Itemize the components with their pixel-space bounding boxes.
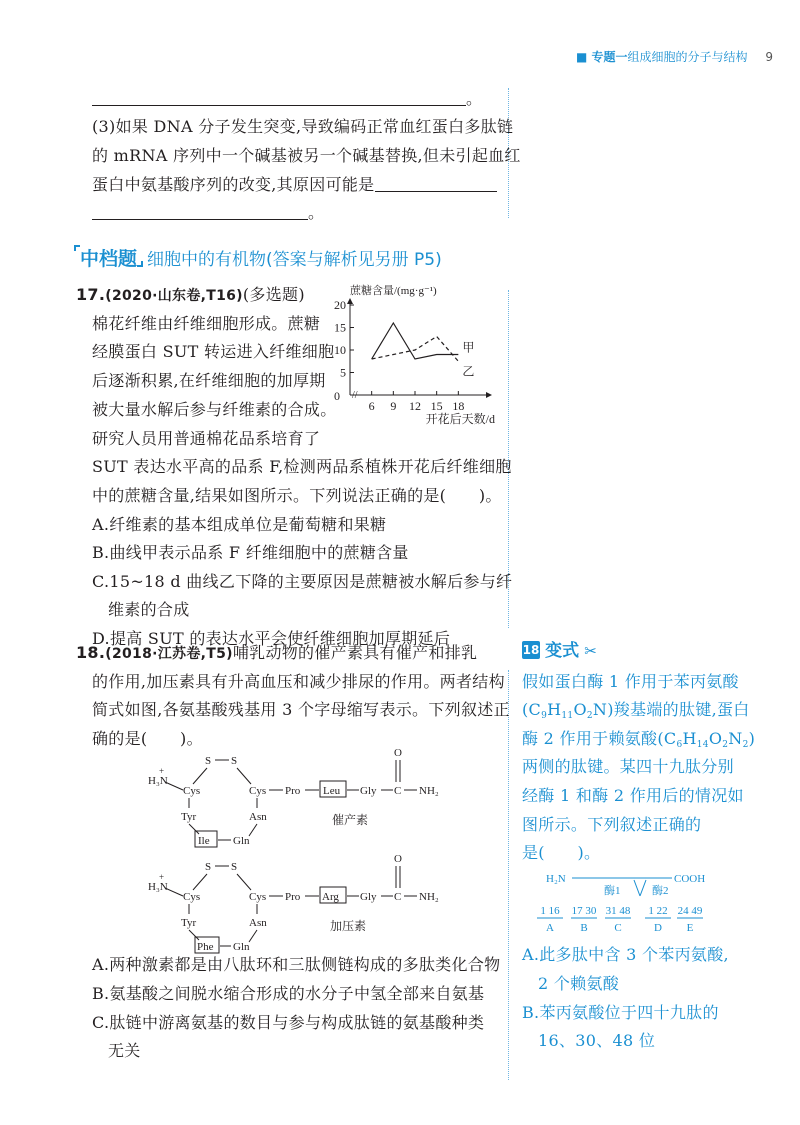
boxed-residue: Arg xyxy=(322,891,339,903)
q18-text-line: 简式如图,各氨基酸残基用 3 个字母缩写表示。下列叙述正 xyxy=(92,700,510,719)
q17-text-line: 经膜蛋白 SUT 转运进入纤维细胞 xyxy=(92,342,335,361)
variant-number-badge: 18 xyxy=(522,643,540,657)
segment-range: 1 22 xyxy=(648,905,668,917)
residue-gln: Gln xyxy=(233,835,250,847)
chart-origin-label: 0 xyxy=(334,389,340,403)
q17-text-line: 后逐渐积累,在纤维细胞的加厚期 xyxy=(92,371,326,390)
prev-q-line: 的 mRNA 序列中一个碱基被另一个碱基替换,但未引起血红 xyxy=(92,146,521,165)
answer-blank-1[interactable] xyxy=(92,90,466,106)
q17-text-line: 研究人员用普通棉花品系培育了 xyxy=(92,429,321,448)
variant-text-line: 是( )。 xyxy=(522,843,601,862)
residue-asn: Asn xyxy=(249,811,267,823)
prev-q-line: (3)如果 DNA 分子发生突变,导致编码正常血红蛋白多肽链 xyxy=(92,117,514,136)
q17-option-d: D.提高 SUT 的表达水平会使纤维细胞加厚期延后 xyxy=(92,629,451,648)
peptide-cleavage-diagram xyxy=(528,866,728,938)
variant-text-line: $(C_9H_{11}O_2N)$羧基端的肽键,蛋白 xyxy=(522,700,750,721)
sulfur-label: S xyxy=(205,755,212,767)
segment-label: A xyxy=(546,922,554,934)
y-tick-label: 5 xyxy=(340,365,346,380)
residue-gly: Gly xyxy=(360,785,377,797)
n-terminus-label: H₂N xyxy=(546,873,566,885)
sulfur-label: S xyxy=(231,861,238,873)
boxed-residue: Leu xyxy=(323,785,341,797)
x-tick-label: 6 xyxy=(368,399,375,413)
segment-label: E xyxy=(686,922,694,934)
scissors-icon: ✂ xyxy=(584,642,597,660)
variant-option-b-cont: 16、30、48 位 xyxy=(538,1031,656,1050)
charge-label: + xyxy=(159,766,165,776)
q17-option-b: B.曲线甲表示品系 F 纤维细胞中的蔗糖含量 xyxy=(92,543,409,562)
q18-text-line: 哺乳动物的催产素具有催产和排乳 xyxy=(232,643,478,662)
variant-text-line: 图所示。下列叙述正确的 xyxy=(522,815,702,834)
segment-range: 1 16 xyxy=(540,905,560,917)
boxed-residue: Ile xyxy=(198,835,210,847)
q18-header xyxy=(76,638,477,669)
segment-range: 31 48 xyxy=(605,905,631,917)
answer-blank-2[interactable] xyxy=(375,176,497,192)
amino-group-label: H₃N xyxy=(148,775,168,787)
prev-q-line: 蛋白中氨基酸序列的改变,其原因可能是 xyxy=(92,170,497,199)
amide-label: NH₂ xyxy=(419,891,439,903)
q17-text-line: 棉花纤维由纤维细胞形成。蔗糖 xyxy=(92,314,321,333)
page-number: 9 xyxy=(765,50,774,64)
y-axis-arrow-icon xyxy=(347,298,353,304)
q17-type: (多选题) xyxy=(242,285,305,304)
q17-source: (2020·山东卷,T16) xyxy=(105,288,243,304)
variant-text-line: 假如蛋白酶 1 作用于苯丙氨酸 xyxy=(522,672,739,691)
section-title: 细胞中的有机物(答案与解析见另册 P5) xyxy=(147,250,442,270)
residue-gly: Gly xyxy=(360,891,377,903)
oxytocin-label: 催产素 xyxy=(332,813,369,827)
x-tick-label: 18 xyxy=(452,399,465,413)
variant-text-line: 两侧的肽键。某四十九肽分别 xyxy=(522,757,734,776)
q17-option-c: C.15~18 d 曲线乙下降的主要原因是蔗糖被水解后参与纤 xyxy=(92,572,513,591)
variant-option-b: B.苯丙氨酸位于四十九肽的 xyxy=(522,1003,719,1022)
sulfur-label: S xyxy=(231,755,238,767)
variant-text-line: 酶 2 作用于赖氨酸$(C_6H_{14}O_2N_2)$ xyxy=(522,729,756,750)
segment-label: C xyxy=(614,922,622,934)
q18-option-c: C.肽链中游离氨基的数目与参与构成肽链的氨基酸种类 xyxy=(92,1013,485,1032)
variant-label: 变式 xyxy=(545,641,580,661)
header-topic-prefix: ■ 专题一 xyxy=(576,50,628,64)
q17-option-c-cont: 维素的合成 xyxy=(108,600,190,619)
variant-option-a-cont: 2 个赖氨酸 xyxy=(538,974,620,993)
q18-option-c-cont: 无关 xyxy=(108,1041,141,1060)
segment-label: B xyxy=(580,922,588,934)
series-label: 乙 xyxy=(462,364,475,379)
oxygen-label: O xyxy=(394,747,402,759)
boxed-residue: Phe xyxy=(197,941,214,953)
variant-option-a: A.此多肽中含 3 个苯丙氨酸, xyxy=(522,945,729,964)
series-line-2 xyxy=(372,337,459,362)
residue-cys: Cys xyxy=(183,891,201,903)
residue-cys: Cys xyxy=(183,785,201,797)
q18-text-line: 确的是( )。 xyxy=(92,729,203,748)
x-axis-arrow-icon xyxy=(486,392,492,398)
q18-option-b: B.氨基酸之间脱水缩合形成的水分子中氢全部来自氨基 xyxy=(92,984,485,1003)
series-line-1 xyxy=(372,323,459,359)
q17-option-a: A.纤维素的基本组成单位是葡萄糖和果糖 xyxy=(92,515,387,534)
page-header xyxy=(576,48,773,65)
variant-heading xyxy=(522,636,597,661)
segment-range: 24 49 xyxy=(677,905,703,917)
vasopressin-label: 加压素 xyxy=(330,919,367,933)
prev-answer-line: 。 xyxy=(92,84,482,113)
amino-group-label: H₃N xyxy=(148,881,168,893)
residue-cys: Cys xyxy=(249,785,267,797)
residue-asn: Asn xyxy=(249,917,267,929)
residue-pro: Pro xyxy=(285,785,301,797)
q18-source: (2018·江苏卷,T5) xyxy=(105,646,233,662)
series-label: 甲 xyxy=(462,340,475,355)
vasopressin-structure xyxy=(145,848,475,958)
residue-tyr: Tyr xyxy=(181,917,197,929)
q17-text-line: 中的蔗糖含量,结果如图所示。下列说法正确的是( )。 xyxy=(92,486,502,505)
c-terminus-label: COOH xyxy=(674,873,706,885)
prev-answer-line: 。 xyxy=(92,198,324,227)
carbon-label: C xyxy=(394,785,402,797)
q17-text-line: 被大量水解后参与纤维素的合成。 xyxy=(92,400,337,419)
section-heading xyxy=(74,244,442,271)
q17-number: 17. xyxy=(76,285,106,304)
section-badge: 中档题 xyxy=(80,248,138,270)
bracket-close-icon xyxy=(137,261,143,267)
q18-text-line: 的作用,加压素具有升高血压和减少排尿的作用。两者结构 xyxy=(92,672,505,691)
sulfur-label: S xyxy=(205,861,212,873)
carbon-label: C xyxy=(394,891,402,903)
segment-range: 17 30 xyxy=(571,905,597,917)
axis-break-icon: // xyxy=(352,390,358,401)
x-tick-label: 12 xyxy=(409,399,421,413)
variant-text-line: 经酶 1 和酶 2 作用后的情况如 xyxy=(522,786,744,805)
oxygen-label: O xyxy=(394,853,402,865)
x-tick-label: 15 xyxy=(430,399,443,413)
sucrose-chart xyxy=(330,280,505,430)
enzyme1-label: 酶1 xyxy=(604,885,621,897)
enzyme2-label: 酶2 xyxy=(652,885,669,897)
q18-number: 18. xyxy=(76,643,106,662)
answer-blank-3[interactable] xyxy=(92,204,308,220)
residue-pro: Pro xyxy=(285,891,301,903)
column-divider-bottom xyxy=(508,670,509,1080)
residue-gln: Gln xyxy=(233,941,250,953)
chart-ylabel: 蔗糖含量/(mg·g⁻¹) xyxy=(350,285,437,297)
y-tick-label: 10 xyxy=(334,343,346,357)
charge-label: + xyxy=(159,872,165,882)
y-tick-label: 15 xyxy=(334,320,346,335)
residue-cys: Cys xyxy=(249,891,267,903)
q17-header xyxy=(76,280,305,311)
x-tick-label: 9 xyxy=(390,399,397,413)
segment-label: D xyxy=(654,922,662,934)
amide-label: NH₂ xyxy=(419,785,439,797)
residue-tyr: Tyr xyxy=(181,811,197,823)
q18-option-a: A.两种激素都是由八肽环和三肽侧链构成的多肽类化合物 xyxy=(92,955,501,974)
y-tick-label: 20 xyxy=(334,298,346,312)
header-topic-title: 组成细胞的分子与结构 xyxy=(627,50,748,64)
q17-text-line: SUT 表达水平高的品系 F,检测两品系植株开花后纤维细胞 xyxy=(92,457,512,476)
chart-xlabel: 开花后天数/d xyxy=(425,412,495,426)
oxytocin-structure xyxy=(145,742,475,852)
